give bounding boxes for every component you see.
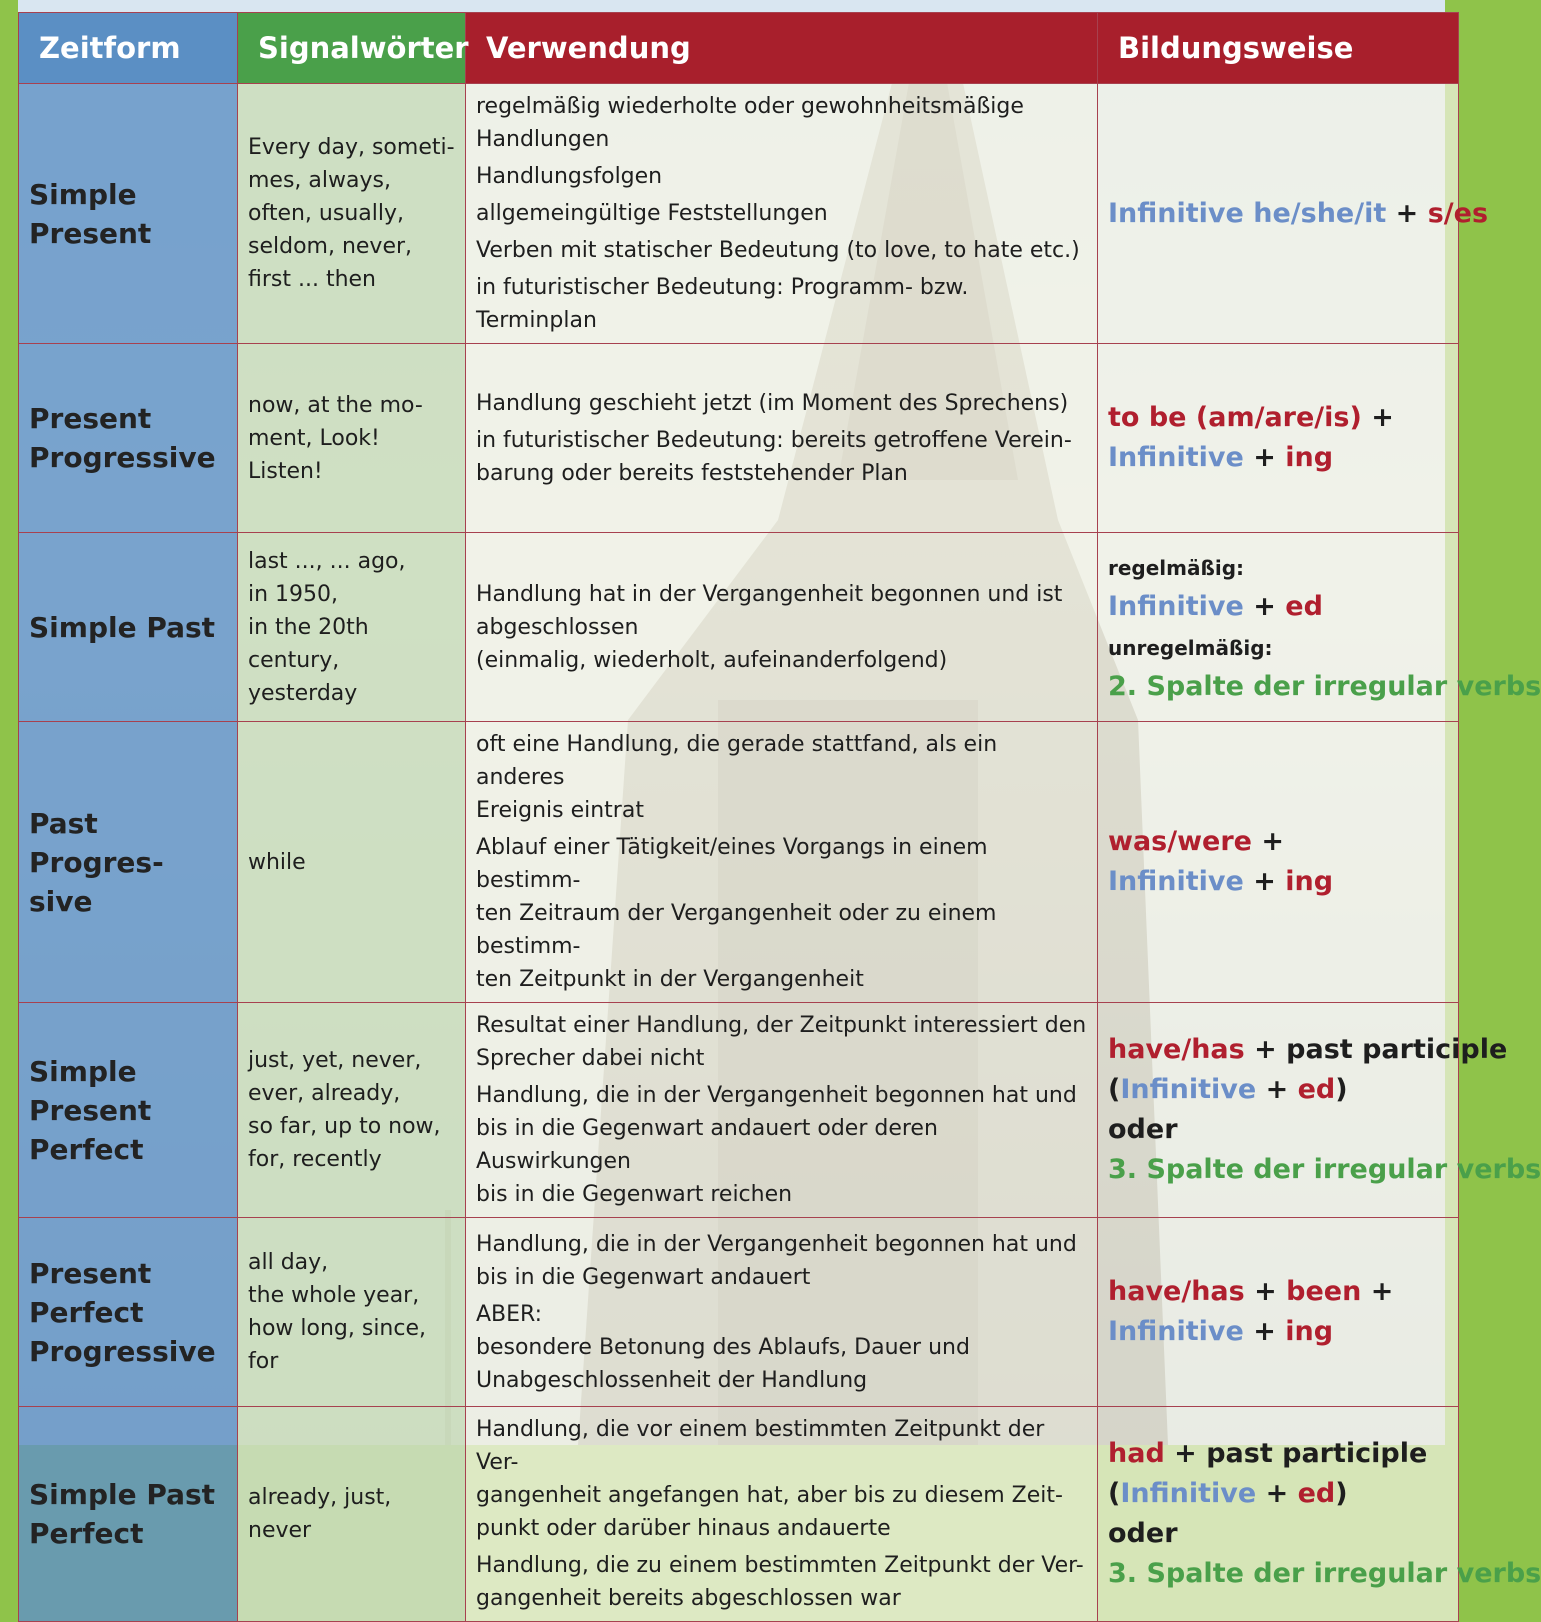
signal-line: in 1950,	[248, 581, 339, 607]
bildung-segment: Infinitive	[1108, 442, 1244, 473]
verwendung-cell	[466, 84, 1098, 344]
verwendung-item	[476, 234, 1087, 267]
bildung-segment: Infinitive he/she/it	[1108, 197, 1387, 229]
zeitform-cell	[19, 84, 238, 344]
bildung-segment: (	[1108, 1478, 1121, 1509]
verwendung-item	[476, 424, 1087, 490]
bildung-line	[1108, 1312, 1448, 1352]
signalwoerter-cell	[238, 1003, 466, 1218]
verwendung-line: bis in die Gegenwart andauert oder deren Auswirkungen	[476, 1116, 938, 1174]
bildung-segment: Infinitive	[1108, 866, 1244, 897]
signal-line: just, yet, never,	[248, 1048, 422, 1073]
verwendung-line: ten Zeitpunkt in der Vergangenheit	[476, 967, 864, 992]
bildung-segment: ed	[1297, 1478, 1336, 1509]
table-row	[19, 1003, 1459, 1218]
bildung-segment: ing	[1285, 866, 1334, 897]
zeitform-line: Progressive	[29, 441, 216, 474]
zeitform-cell	[19, 1218, 238, 1407]
bildungsweise-cell	[1098, 1003, 1541, 1218]
signal-line: last ..., ... ago,	[248, 548, 406, 574]
page	[18, 0, 1541, 1611]
verwendung-line: Handlung, die in der Vergangenheit begonnen hat und	[476, 1231, 1077, 1257]
bildung-segment: )	[1335, 1074, 1348, 1105]
bildung-segment: ed	[1285, 591, 1323, 622]
verwendung-line: Sprecher dabei nicht	[476, 1046, 705, 1071]
zeitform-cell	[19, 722, 238, 1003]
bildung-segment: )	[1335, 1478, 1348, 1509]
zeitform-line: Simple Present	[29, 177, 152, 250]
bildung-segment: been	[1286, 1276, 1362, 1307]
signal-line: while	[248, 849, 306, 875]
verwendung-line: Handlungsfolgen	[476, 164, 663, 189]
bildung-segment: +	[1361, 402, 1394, 433]
bildung-line	[1108, 1110, 1448, 1150]
verwendung-item	[476, 271, 1087, 337]
bildung-segment: +	[1386, 197, 1428, 229]
table-row	[19, 1407, 1459, 1622]
bildung-segment: +	[1251, 826, 1285, 857]
zeitform-line: sive	[29, 884, 93, 918]
bildung-line	[1108, 1514, 1448, 1554]
verwendung-item	[476, 1228, 1087, 1294]
verwendung-item	[476, 1009, 1087, 1075]
table-row	[19, 722, 1459, 1003]
zeitform-line: Progressive	[29, 1334, 216, 1368]
bildung-segment: + past participle	[1244, 1034, 1508, 1065]
signalwoerter-cell	[238, 84, 466, 344]
signal-line: now, at the mo-	[248, 392, 423, 418]
bildung-segment: +	[1243, 442, 1286, 473]
bildung-segment: have/has	[1108, 1276, 1245, 1307]
bildung-segment: 3. Spalte der irregular verbs	[1108, 1558, 1541, 1589]
bildung-line	[1108, 627, 1448, 667]
signal-line: how long, since,	[248, 1316, 426, 1341]
verwendung-item	[476, 1298, 1087, 1397]
bildung-segment: +	[1243, 591, 1286, 622]
signal-line: already, just, never	[248, 1485, 392, 1543]
verwendung-item	[476, 728, 1087, 827]
tenses-table	[18, 12, 1541, 1622]
bildung-segment: ed	[1297, 1074, 1336, 1105]
bildung-line	[1108, 438, 1448, 478]
verwendung-line: in futuristischer Bedeutung: bereits getroffene Verein-	[476, 427, 1072, 453]
zeitform-cell	[19, 1407, 238, 1622]
verwendung-line: ten Zeitraum der Vergangenheit oder zu einem bestimm-	[476, 901, 997, 959]
bildung-segment: Infinitive	[1108, 591, 1244, 622]
bildung-segment: (	[1108, 1074, 1121, 1105]
verwendung-line: regelmäßig wiederholte oder gewohnheitsmäßige	[476, 94, 1024, 119]
bildung-line	[1108, 1150, 1541, 1190]
table-body	[19, 84, 1541, 1622]
signalwoerter-cell	[238, 1407, 466, 1622]
bildung-segment: 2. Spalte der irregular verbs	[1108, 671, 1541, 702]
zeitform-cell	[19, 344, 238, 533]
bildung-line	[1108, 1554, 1541, 1594]
bildungsweise-cell	[1098, 84, 1489, 344]
verwendung-line: Verben mit statischer Bedeutung (to love, to hate etc.)	[476, 238, 1080, 263]
bildung-line	[1108, 862, 1448, 902]
verwendung-line: gangenheit angefangen hat, aber bis zu diesem Zeit-	[476, 1483, 1063, 1508]
header-bildungsweise: Bildungsweise	[1098, 13, 1459, 84]
bildung-segment: +	[1256, 1074, 1298, 1105]
zeitform-line: Perfect	[29, 1132, 144, 1166]
bildung-segment: oder	[1108, 1518, 1178, 1549]
verwendung-line: Handlung geschieht jetzt (im Moment des Sprechens)	[476, 390, 1069, 416]
bildung-line	[1108, 822, 1448, 862]
bildung-segment: oder	[1108, 1114, 1178, 1145]
verwendung-line: bis in die Gegenwart andauert	[476, 1264, 811, 1290]
signal-line: for	[248, 1349, 279, 1374]
verwendung-line: punkt oder darüber hinaus andauerte	[476, 1516, 891, 1541]
header-signalwoerter: Signalwörter	[238, 13, 466, 84]
verwendung-item	[476, 1413, 1087, 1545]
verwendung-item	[476, 197, 1087, 230]
verwendung-line: Handlungen	[476, 127, 610, 152]
verwendung-line: besondere Betonung des Ablaufs, Dauer und	[476, 1334, 970, 1360]
bildung-segment: ing	[1285, 1316, 1334, 1347]
bildungsweise-cell	[1098, 1407, 1541, 1622]
signal-line: often, usually,	[248, 201, 404, 226]
verwendung-cell	[466, 722, 1098, 1003]
verwendung-line: Resultat einer Handlung, der Zeitpunkt interessiert den	[476, 1013, 1087, 1038]
table-row	[19, 1218, 1459, 1407]
verwendung-line: in futuristischer Bedeutung: Programm- bzw. Terminplan	[476, 275, 969, 333]
verwendung-item	[476, 160, 1087, 193]
table-row	[19, 344, 1459, 533]
verwendung-item	[476, 831, 1087, 996]
signal-line: for, recently	[248, 1147, 382, 1172]
bildung-segment: regelmäßig:	[1108, 556, 1245, 580]
signal-line: yesterday	[248, 680, 358, 706]
zeitform-line: Present Perfect	[29, 1256, 152, 1329]
zeitform-line: Simple Past	[29, 610, 216, 644]
verwendung-cell	[466, 1407, 1098, 1622]
signal-line: so far, up to now,	[248, 1114, 441, 1139]
verwendung-line: Handlung, die vor einem bestimmten Zeitpunkt der Ver-	[476, 1417, 1045, 1475]
bildung-segment: 3. Spalte der irregular verbs	[1108, 1154, 1541, 1185]
bildung-segment: was/were	[1108, 826, 1252, 857]
zeitform-line: Perfect	[29, 1517, 144, 1550]
bildung-segment: have/has	[1108, 1034, 1245, 1065]
verwendung-line: gangenheit bereits abgeschlossen war	[476, 1586, 901, 1611]
signal-line: ever, already,	[248, 1081, 401, 1106]
verwendung-cell	[466, 1218, 1098, 1407]
bildung-segment: +	[1243, 1316, 1286, 1347]
bildung-segment: +	[1244, 1276, 1287, 1307]
zeitform-line: Present	[29, 402, 152, 435]
signal-line: seldom, never,	[248, 234, 413, 259]
table-row	[19, 84, 1459, 344]
signal-line: Every day, someti-	[248, 135, 455, 160]
verwendung-item	[476, 90, 1087, 156]
zeitform-line: Past Progres-	[29, 806, 164, 879]
verwendung-cell	[466, 533, 1098, 722]
verwendung-cell	[466, 344, 1098, 533]
bildung-segment: unregelmäßig:	[1108, 636, 1273, 660]
bildung-segment: Infinitive	[1120, 1478, 1257, 1509]
bildung-line	[1108, 1474, 1448, 1514]
bildung-segment: +	[1243, 866, 1286, 897]
bildung-line	[1108, 1272, 1448, 1312]
bildung-segment: ing	[1285, 442, 1334, 473]
bildung-line	[1108, 547, 1448, 587]
bildung-segment: Infinitive	[1108, 1316, 1244, 1347]
zeitform-line: Simple Past	[29, 1478, 216, 1511]
signalwoerter-cell	[238, 1218, 466, 1407]
bildung-segment: + past participle	[1164, 1438, 1428, 1469]
signal-line: the whole year,	[248, 1283, 420, 1308]
verwendung-line: Ereignis eintrat	[476, 798, 644, 823]
bildung-line	[1108, 587, 1448, 627]
verwendung-item	[476, 1079, 1087, 1211]
verwendung-line: Handlung, die in der Vergangenheit begonnen hat und	[476, 1083, 1077, 1108]
zeitform-cell	[19, 533, 238, 722]
signal-line: in the 20th century,	[248, 614, 369, 673]
verwendung-item	[476, 387, 1087, 420]
header-zeitform: Zeitform	[19, 13, 238, 84]
bildung-segment: to be (am/are/is)	[1108, 402, 1362, 433]
verwendung-line: Handlung hat in der Vergangenheit begonnen und ist	[476, 581, 1063, 607]
zeitform-line: Simple Present	[29, 1054, 152, 1127]
bildung-line	[1108, 1030, 1508, 1070]
table-row	[19, 533, 1459, 722]
header-row	[19, 13, 1459, 84]
bildung-segment: +	[1361, 1276, 1394, 1307]
signal-line: ment, Look! Listen!	[248, 425, 380, 484]
verwendung-line: Handlung, die zu einem bestimmten Zeitpunkt der Ver-	[476, 1553, 1084, 1578]
bildung-segment: Infinitive	[1120, 1074, 1257, 1105]
signalwoerter-cell	[238, 344, 466, 533]
verwendung-line: bis in die Gegenwart reichen	[476, 1182, 793, 1207]
verwendung-line: oft eine Handlung, die gerade stattfand, als ein anderes	[476, 732, 998, 790]
header-verwendung: Verwendung	[466, 13, 1098, 84]
bildung-line	[1108, 1434, 1448, 1474]
verwendung-line: abgeschlossen	[476, 614, 639, 640]
signalwoerter-cell	[238, 533, 466, 722]
signal-line: first ... then	[248, 267, 377, 292]
verwendung-item	[476, 578, 1087, 677]
signal-line: mes, always,	[248, 168, 391, 193]
verwendung-line: Ablauf einer Tätigkeit/eines Vorgangs in einem bestimm-	[476, 835, 988, 893]
signalwoerter-cell	[238, 722, 466, 1003]
bildungsweise-cell	[1098, 722, 1459, 1003]
bildung-segment: had	[1108, 1438, 1165, 1469]
zeitform-cell	[19, 1003, 238, 1218]
verwendung-line: allgemeingültige Feststellungen	[476, 201, 828, 226]
bildungsweise-cell	[1098, 533, 1541, 722]
verwendung-line: barung oder bereits feststehender Plan	[476, 460, 908, 486]
bildung-segment: s/es	[1427, 197, 1489, 229]
verwendung-line: (einmalig, wiederholt, aufeinanderfolgend)	[476, 647, 948, 673]
bildung-line	[1108, 1070, 1448, 1110]
signal-line: all day,	[248, 1250, 329, 1275]
verwendung-item	[476, 1549, 1087, 1615]
bildungsweise-cell	[1098, 1218, 1459, 1407]
bildungsweise-cell	[1098, 344, 1459, 533]
bildung-line	[1108, 398, 1448, 438]
verwendung-line: ABER:	[476, 1301, 543, 1327]
bildung-line	[1108, 667, 1541, 707]
verwendung-cell	[466, 1003, 1098, 1218]
bildung-segment: +	[1256, 1478, 1298, 1509]
bildung-line	[1108, 194, 1489, 234]
verwendung-line: Unabgeschlossenheit der Handlung	[476, 1367, 868, 1393]
